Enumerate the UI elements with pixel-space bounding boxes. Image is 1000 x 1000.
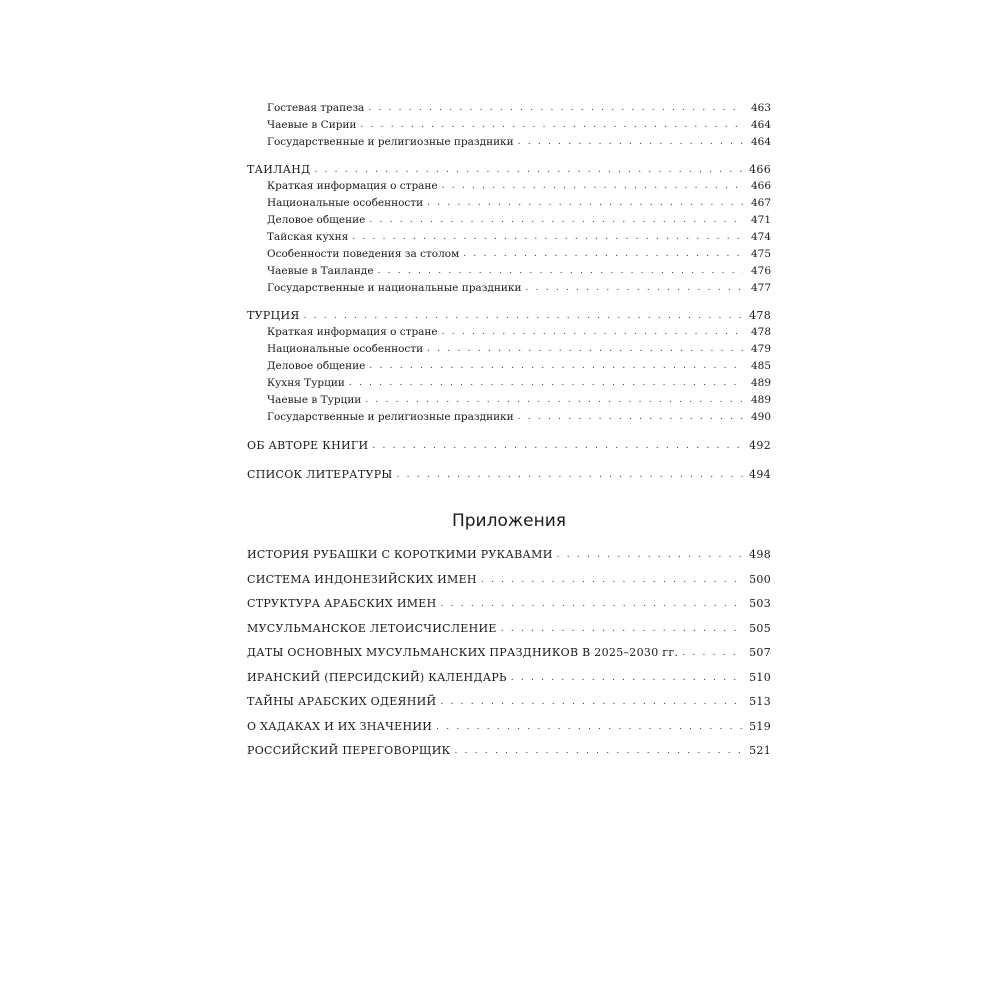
toc-entry (247, 392, 771, 409)
appendix-page: 505 (749, 621, 771, 635)
dot-leader (369, 212, 743, 229)
toc-section-page: 466 (749, 163, 771, 176)
toc-entry-page: 464 (750, 136, 771, 148)
toc-entry (247, 229, 771, 246)
appendix-entry (247, 568, 771, 593)
appendix-entry (247, 739, 771, 764)
toc-entry-title: Деловое общение (267, 214, 366, 226)
toc-entry (247, 195, 771, 212)
dot-leader (557, 543, 743, 568)
appendix-page: 503 (749, 597, 771, 610)
toc-entry-page: 477 (750, 282, 771, 294)
toc-entry-title: Национальные особенности (267, 343, 424, 355)
dot-leader (397, 467, 743, 484)
toc-entry-title: Национальные особенности (267, 197, 424, 209)
toc-entry-page: 479 (750, 343, 771, 355)
dot-leader (378, 263, 743, 280)
dot-leader (349, 375, 743, 392)
appendix-title: СИСТЕМА ИНДОНЕЗИЙСКИХ ИМЕН (247, 572, 477, 586)
appendix-entry (247, 690, 771, 715)
dot-leader (518, 134, 743, 151)
appendix-title: ИРАНСКИЙ (ПЕРСИДСКИЙ) КАЛЕНДАРЬ (247, 670, 507, 684)
dot-leader (369, 358, 743, 375)
dot-leader (441, 592, 743, 617)
toc-entry (247, 375, 771, 392)
appendix-page: 519 (749, 719, 771, 733)
appendix-entry (247, 617, 771, 642)
toc-entry-title: Особенности поведения за столом (267, 248, 460, 260)
toc-entry (247, 280, 771, 297)
dot-leader (525, 280, 743, 297)
toc-entry-page: 490 (750, 411, 771, 423)
toc-entry-title: Деловое общение (267, 360, 366, 372)
toc-entry-title: Гостевая трапеза (267, 102, 365, 114)
appendix-title: МУСУЛЬМАНСКОЕ ЛЕТОИСЧИСЛЕНИЕ (247, 621, 497, 635)
dot-leader (304, 308, 743, 325)
section-spacer (247, 151, 771, 161)
toc-entry-page: 476 (750, 265, 771, 277)
dot-leader (368, 100, 743, 117)
toc-entry-page: 474 (750, 231, 771, 243)
dot-leader (365, 392, 743, 409)
toc-entry-title: Чаевые в Сирии (267, 119, 357, 131)
toc-section-page: 478 (749, 309, 771, 322)
toc-section-about-author (247, 437, 771, 454)
toc-section-bibliography (247, 466, 771, 483)
toc-entry-title: Чаевые в Турции (267, 394, 362, 406)
section-spacer (247, 454, 771, 466)
toc-section-page: 494 (749, 468, 771, 481)
toc-entry-page: 463 (750, 102, 771, 114)
toc-entry (247, 246, 771, 263)
toc-entry-page: 466 (750, 180, 771, 192)
toc-entry-title: Краткая информация о стране (267, 180, 438, 192)
toc-section-title: ТУРЦИЯ (247, 309, 300, 322)
toc-section-title: ОБ АВТОРЕ КНИГИ (247, 439, 369, 452)
toc-entry-title: Государственные и национальные праздники (267, 282, 522, 294)
toc-entry-page: 464 (750, 119, 771, 131)
toc-entry-page: 478 (750, 326, 771, 338)
appendix-entry (247, 543, 771, 568)
section-spacer (247, 483, 771, 510)
dot-leader (481, 568, 743, 593)
appendix-title: СТРУКТУРА АРАБСКИХ ИМЕН (247, 597, 437, 610)
toc-entry-title: Государственные и религиозные праздники (267, 411, 514, 423)
toc-entry (247, 134, 771, 151)
dot-leader (511, 666, 743, 691)
appendix-title: ДАТЫ ОСНОВНЫХ МУСУЛЬМАНСКИХ ПРАЗДНИКОВ В 2025–2030 гг. (247, 646, 679, 659)
toc-entry-page: 475 (750, 248, 771, 260)
toc-entry-title: Тайская кухня (267, 231, 349, 243)
appendix-entry (247, 641, 771, 666)
toc-section-title: ТАИЛАНД (247, 163, 311, 176)
appendix-page: 510 (749, 670, 771, 684)
toc-section-page: 492 (749, 439, 771, 452)
toc-entry-page: 489 (750, 394, 771, 406)
toc-entry (247, 178, 771, 195)
dot-leader (360, 117, 743, 134)
dot-leader (427, 341, 743, 358)
appendices-heading: Приложения (451, 511, 567, 531)
dot-leader (314, 162, 743, 179)
dot-leader (442, 178, 743, 195)
section-spacer (247, 297, 771, 307)
dot-leader (463, 246, 743, 263)
dot-leader (682, 641, 743, 666)
toc-section-turkey (247, 307, 771, 324)
appendix-entry (247, 666, 771, 691)
toc-entry (247, 358, 771, 375)
appendix-page: 513 (749, 695, 771, 708)
dot-leader (454, 739, 743, 764)
toc-entry (247, 100, 771, 117)
dot-leader (352, 229, 743, 246)
dot-leader (442, 324, 743, 341)
toc-entry (247, 341, 771, 358)
appendix-entry (247, 592, 771, 617)
toc-entry (247, 117, 771, 134)
appendix-title: О ХАДАКАХ И ИХ ЗНАЧЕНИИ (247, 719, 433, 733)
appendix-title: ИСТОРИЯ РУБАШКИ С КОРОТКИМИ РУКАВАМИ (247, 548, 553, 561)
appendix-page: 521 (749, 744, 771, 757)
toc-entry-page: 489 (750, 377, 771, 389)
toc-entry-title: Кухня Турции (267, 377, 345, 389)
dot-leader (518, 409, 743, 426)
toc-section-thailand (247, 161, 771, 178)
toc-entry (247, 409, 771, 426)
appendix-page: 500 (749, 572, 771, 586)
appendix-page: 507 (749, 646, 771, 659)
dot-leader (501, 617, 743, 642)
toc-entry-title: Государственные и религиозные праздники (267, 136, 514, 148)
toc-entry-page: 467 (750, 197, 771, 209)
toc-section-title: СПИСОК ЛИТЕРАТУРЫ (247, 468, 393, 481)
toc-entry (247, 324, 771, 341)
dot-leader (436, 715, 743, 740)
toc-entry (247, 212, 771, 229)
toc-entry-page: 471 (750, 214, 771, 226)
dot-leader (440, 690, 743, 715)
appendix-entry (247, 715, 771, 740)
toc-entry (247, 263, 771, 280)
appendix-title: ТАЙНЫ АРАБСКИХ ОДЕЯНИЙ (247, 695, 437, 708)
toc-entry-title: Краткая информация о стране (267, 326, 438, 338)
toc-entry-title: Чаевые в Таиланде (267, 265, 374, 277)
section-spacer (247, 532, 771, 543)
toc-entry-page: 485 (750, 360, 771, 372)
dot-leader (372, 438, 743, 455)
appendix-title: РОССИЙСКИЙ ПЕРЕГОВОРЩИК (247, 744, 451, 757)
dot-leader (427, 195, 743, 212)
appendix-page: 498 (749, 548, 771, 561)
table-of-contents (247, 100, 771, 764)
section-spacer (247, 426, 771, 437)
